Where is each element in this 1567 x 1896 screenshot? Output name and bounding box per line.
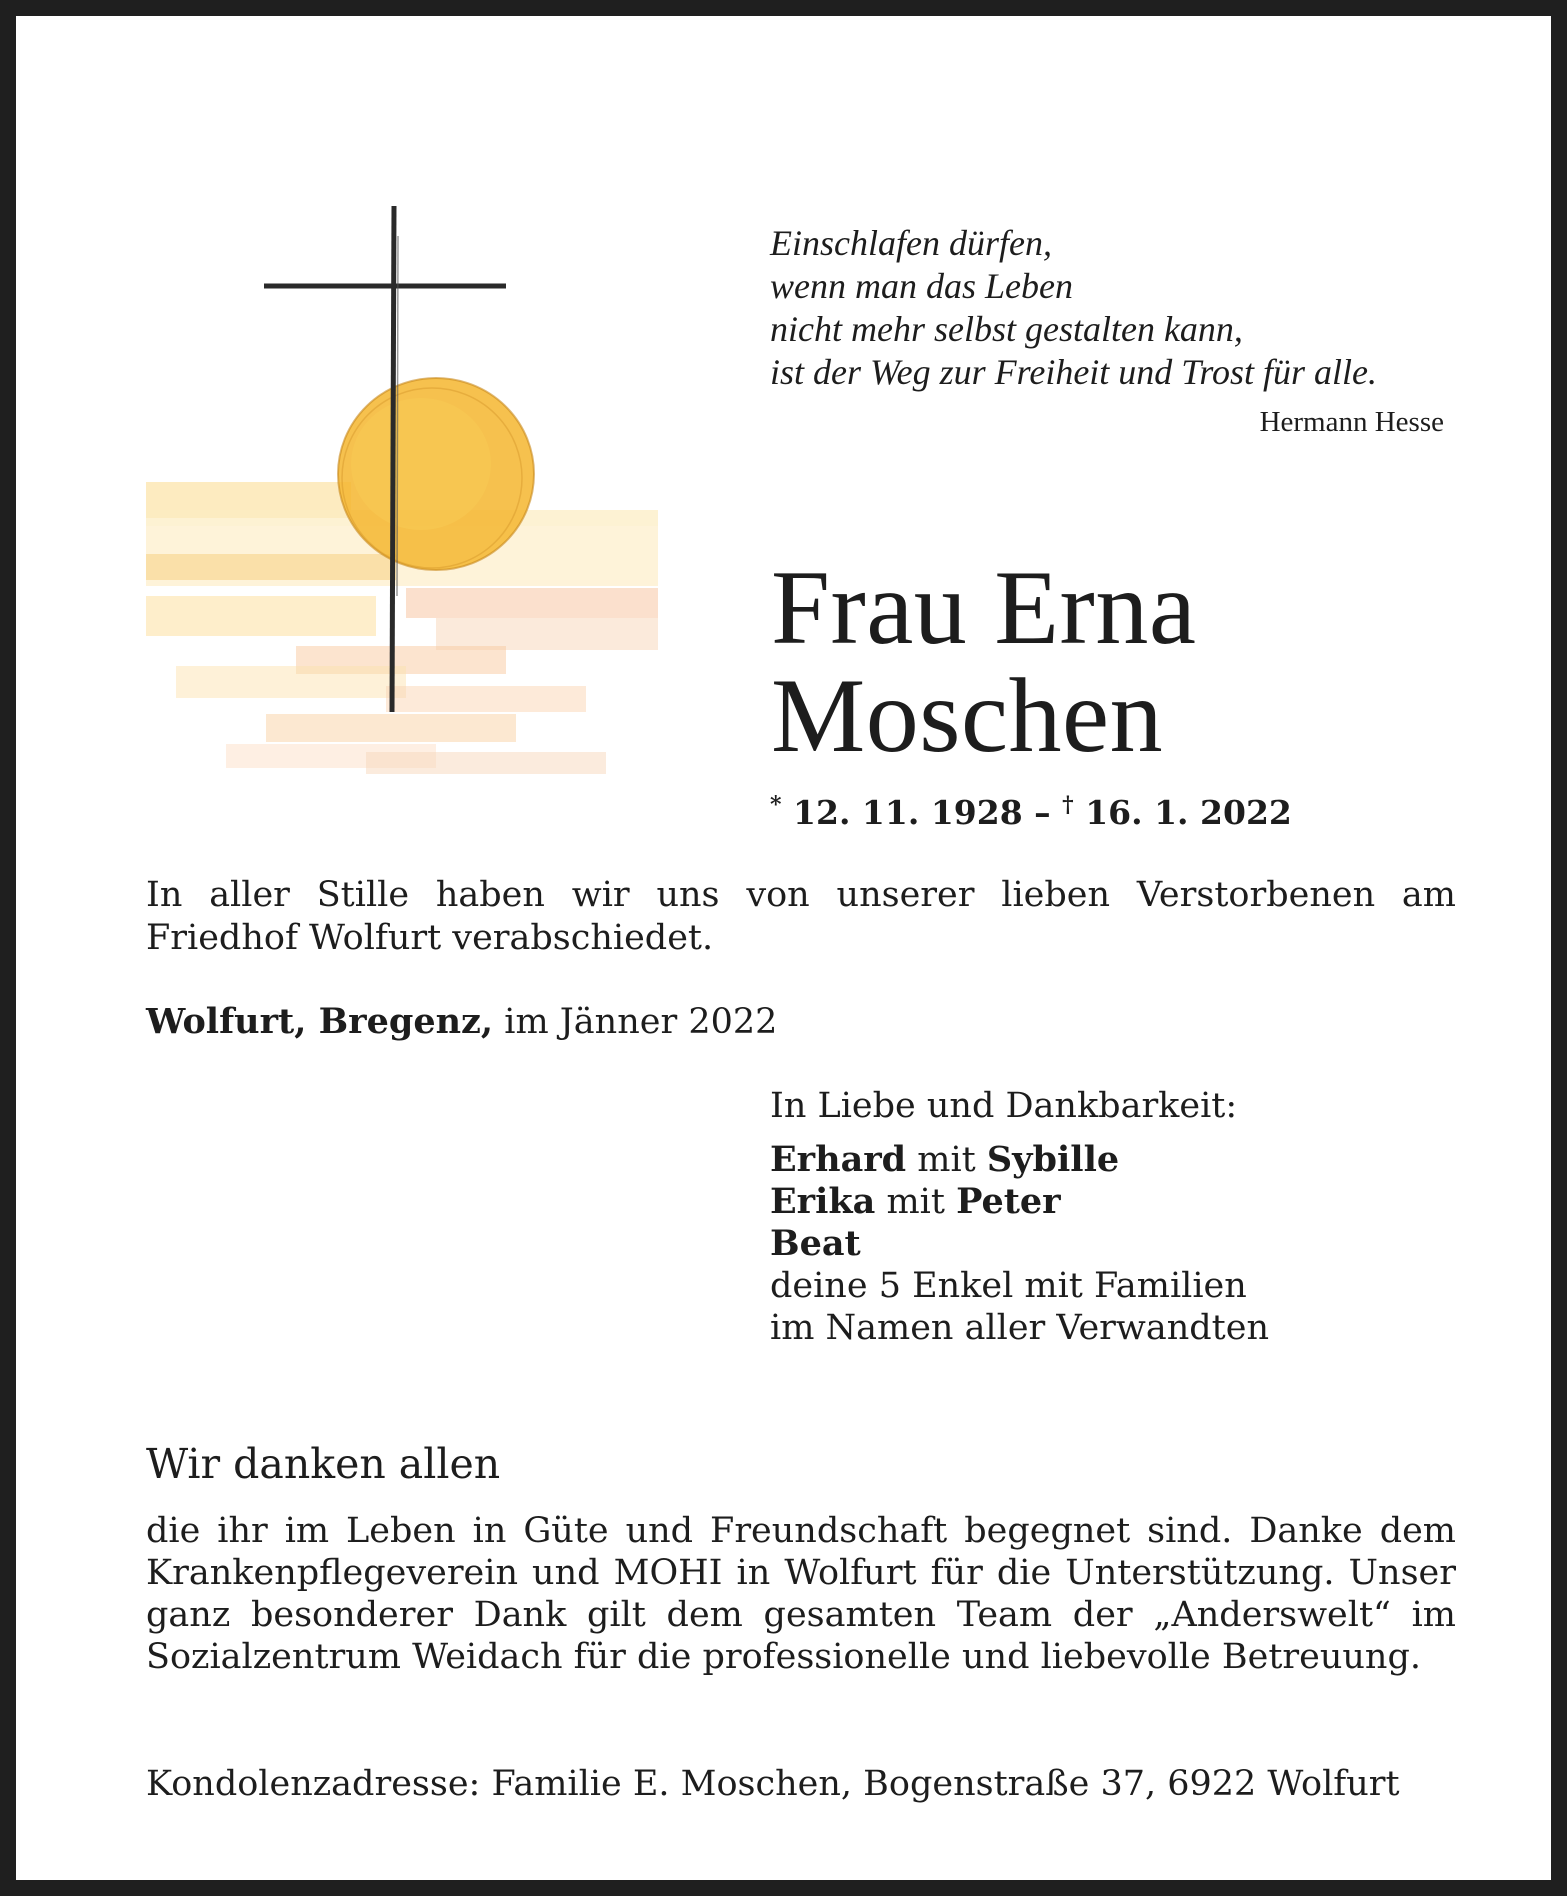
- quote-line: nicht mehr selbst gestalten kann,: [770, 309, 1243, 349]
- place-date: [146, 1001, 777, 1042]
- mourner-name: Erhard: [770, 1139, 907, 1180]
- quote-line: Einschlafen dürfen,: [770, 223, 1052, 263]
- place-towns: Wolfurt, Bregenz,: [146, 1001, 494, 1042]
- mourner-partner: Peter: [956, 1181, 1061, 1222]
- mourner-name: Beat: [770, 1223, 861, 1264]
- life-dates: [770, 792, 1292, 832]
- mourner-partner: Sybille: [986, 1139, 1120, 1180]
- name-line-2: Moschen: [771, 657, 1164, 774]
- mourners-intro: In Liebe und Dankbarkeit:: [770, 1086, 1238, 1126]
- mourner-row: [770, 1139, 1269, 1181]
- deceased-name: [771, 549, 1197, 774]
- mourner-extra: deine 5 Enkel mit Familien: [770, 1266, 1247, 1306]
- death-symbol: †: [1062, 792, 1074, 818]
- mourner-conj: mit: [917, 1140, 976, 1180]
- mourner-extra: im Namen aller Verwandten: [770, 1308, 1269, 1348]
- thanks-text: die ihr im Leben in Güte und Freundschaft begegnet sind. Danke dem Krankenpflegeverein und MOHI in Wolfurt für die Unterstützung. Unser ganz besonderer Dank gilt dem gesamten Team der „Anderswelt“ im Sozialzentrum Weidach für die professionelle und liebevolle Betreuung.: [146, 1511, 1456, 1677]
- quote-line: wenn man das Leben: [770, 266, 1073, 306]
- mourners-list: [770, 1139, 1269, 1349]
- birth-symbol: *: [770, 792, 782, 818]
- name-line-1: Frau Erna: [771, 549, 1197, 666]
- sun-shape: [338, 378, 534, 570]
- quote-line: ist der Weg zur Freiheit und Trost für alle.: [770, 352, 1378, 392]
- farewell-text: In aller Stille haben wir uns von unserer lieben Verstorbenen am Friedhof Wolfurt verabschiedet.: [146, 875, 1456, 958]
- date-separator: –: [1034, 793, 1051, 832]
- thanks-heading: Wir danken allen: [146, 1440, 501, 1488]
- condolence-address: Kondolenzadresse: Familie E. Moschen, Bogenstraße 37, 6922 Wolfurt: [146, 1764, 1400, 1804]
- mourner-row: [770, 1181, 1269, 1223]
- place-date-text: im Jänner 2022: [504, 1002, 778, 1042]
- cross-sunset-illustration: [146, 196, 658, 796]
- poem-quote: [770, 222, 1450, 394]
- death-date: 16. 1. 2022: [1085, 793, 1292, 832]
- quote-author: Hermann Hesse: [1259, 406, 1444, 438]
- mourner-name: Erika: [770, 1181, 876, 1222]
- birth-date: 12. 11. 1928: [793, 793, 1023, 832]
- mourner-conj: mit: [886, 1182, 945, 1222]
- mourner-row: [770, 1223, 1269, 1265]
